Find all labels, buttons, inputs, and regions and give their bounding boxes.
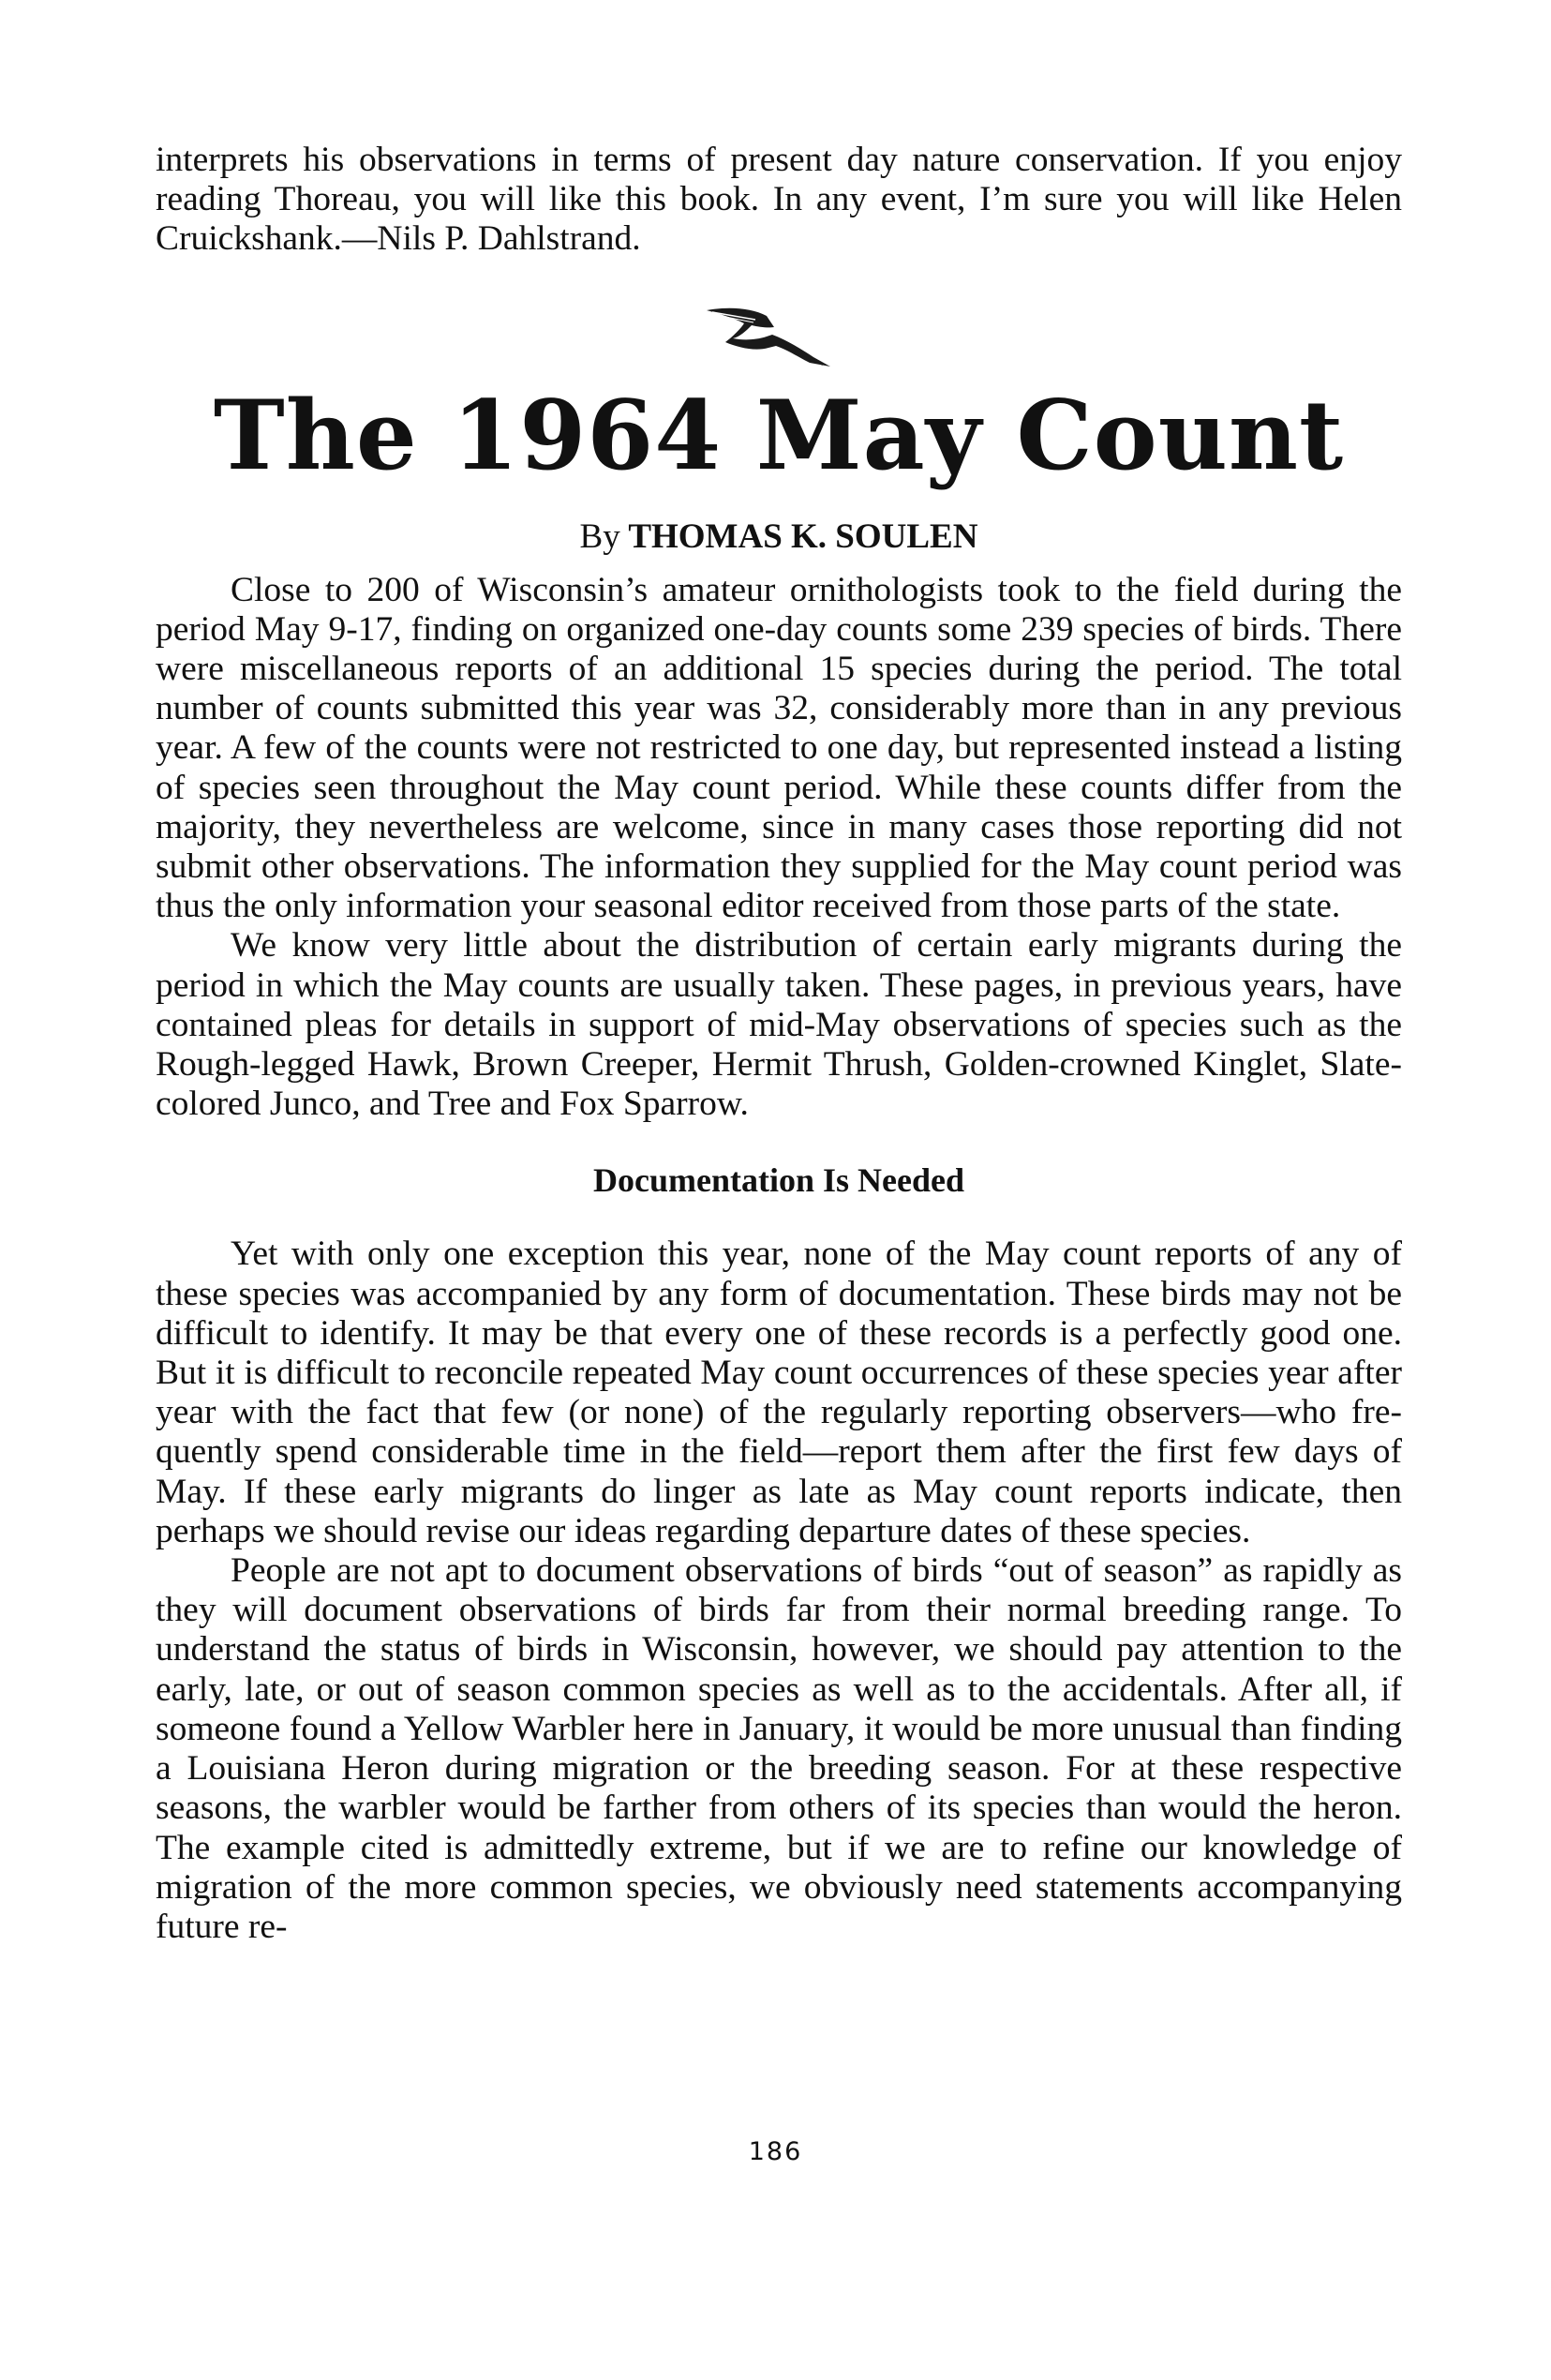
article-title: The 1964 May Count — [213, 379, 1345, 492]
flying-gull-icon — [699, 299, 840, 374]
section-paragraph: People are not apt to document observations of birds “out of season” as rapidly as they will document observations of birds far from their normal breeding range. To understand the status of birds in Wisconsin, however, we should pay attention to the early, late, or out of season common species as well as to the accidentals. After all, if someone found a Yellow Warbler here in January, it would be more unusual than finding a Louisiana Heron during migration or the breeding season. For at these respective seasons, the warbler would be farther from others of its species than would the heron. The example cited is admittedly extreme, but if we are to refine our knowledge of migration of the more common species, we obviously need statements accompanying future re- — [156, 1551, 1402, 1946]
page-body — [156, 141, 1402, 1947]
byline — [156, 516, 1402, 558]
section-heading: Documentation Is Needed — [593, 1161, 964, 1200]
continued-paragraph: interprets his observations in terms of present day nature conservation. If you enjoy reading Thoreau, you will like this book. In any event, I’m sure you will like Helen Cruickshank.—Nils P. Dahlstrand. — [156, 141, 1402, 259]
page-number: 186 — [748, 2137, 803, 2166]
article-paragraph: We know very little about the distribution of certain early migrants during the period in which the May counts are usually taken. These pages, in previous years, have contained pleas for details in support of mid-May observations of species such as the Rough-legged Hawk, Brown Creeper, Hermit Thrush, Golden-crowned Kinglet, Slate-colored Junco, and Tree and Fox Sparrow. — [156, 926, 1402, 1124]
section-paragraph: Yet with only one exception this year, none of the May count reports of any of these species was accompanied by any form of documentation. These birds may not be difficult to identify. It may be that every one of these records is a perfectly good one. But it is difficult to reconcile repeated May count occurrences of these species year after year with the fact that few (or none) of the regularly reporting observers—who frequently spend considerable time in the field—report them after the first few days of May. If these early migrants do linger as late as May count reports indicate, then perhaps we should revise our ideas regarding departure dates of these species. — [156, 1235, 1402, 1550]
byline-prefix: By — [579, 516, 620, 556]
author-name: THOMAS K. SOULEN — [628, 516, 978, 556]
article-paragraph: Close to 200 of Wisconsin’s amateur ornithologists took to the field during the period May 9-17, finding on organized one-day counts some 239 species of birds. There were miscellaneous reports of an additional 15 species during the period. The total number of counts submitted this year was 32, considerably more than in any previous year. A few of the counts were not restricted to one day, but represented instead a listing of species seen throughout the May count period. While these counts differ from the majority, they nevertheless are welcome, since in many cases those reporting did not submit other observations. The information they supplied for the May count period was thus the only information your seasonal editor received from those parts of the state. — [156, 570, 1402, 926]
